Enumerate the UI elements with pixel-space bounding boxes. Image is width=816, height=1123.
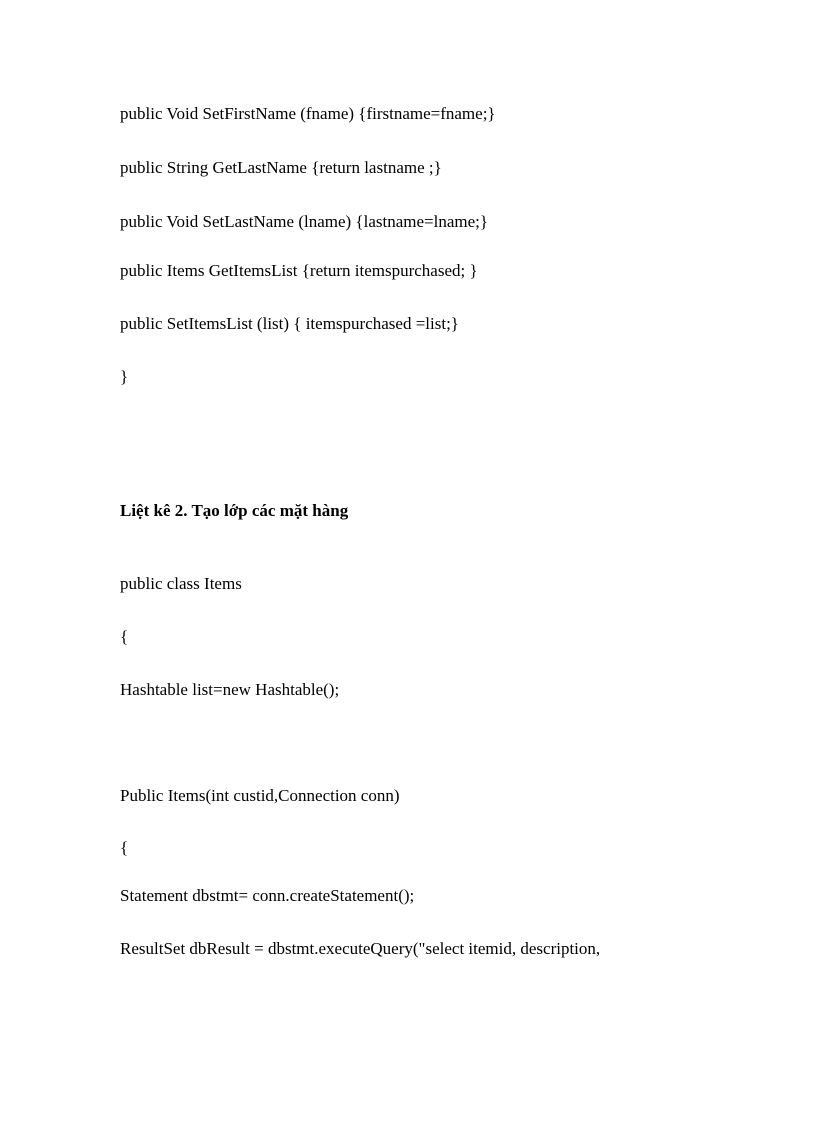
code-line-open-brace: {: [120, 627, 129, 646]
code-line-set-first-name: public Void SetFirstName (fname) {firstname=fname;}: [120, 104, 496, 123]
code-line-statement: Statement dbstmt= conn.createStatement();: [120, 886, 415, 905]
code-line-hashtable: Hashtable list=new Hashtable();: [120, 680, 340, 699]
code-line-get-items-list: public Items GetItemsList {return itemspurchased; }: [120, 261, 478, 280]
listing-heading: Liệt kê 2. Tạo lớp các mặt hàng: [120, 501, 349, 520]
code-line-constructor: Public Items(int custid,Connection conn): [120, 786, 400, 805]
code-line-get-last-name: public String GetLastName {return lastname ;}: [120, 158, 442, 177]
code-line-set-last-name: public Void SetLastName (lname) {lastname=lname;}: [120, 212, 489, 231]
code-line-set-items-list: public SetItemsList (list) { itemspurchased =list;}: [120, 314, 459, 333]
code-line-constructor-open-brace: {: [120, 838, 129, 857]
code-line-class-declaration: public class Items: [120, 574, 242, 593]
code-line-closing-brace: }: [120, 367, 129, 386]
code-line-result-set: ResultSet dbResult = dbstmt.executeQuery("select itemid, description,: [120, 939, 601, 958]
